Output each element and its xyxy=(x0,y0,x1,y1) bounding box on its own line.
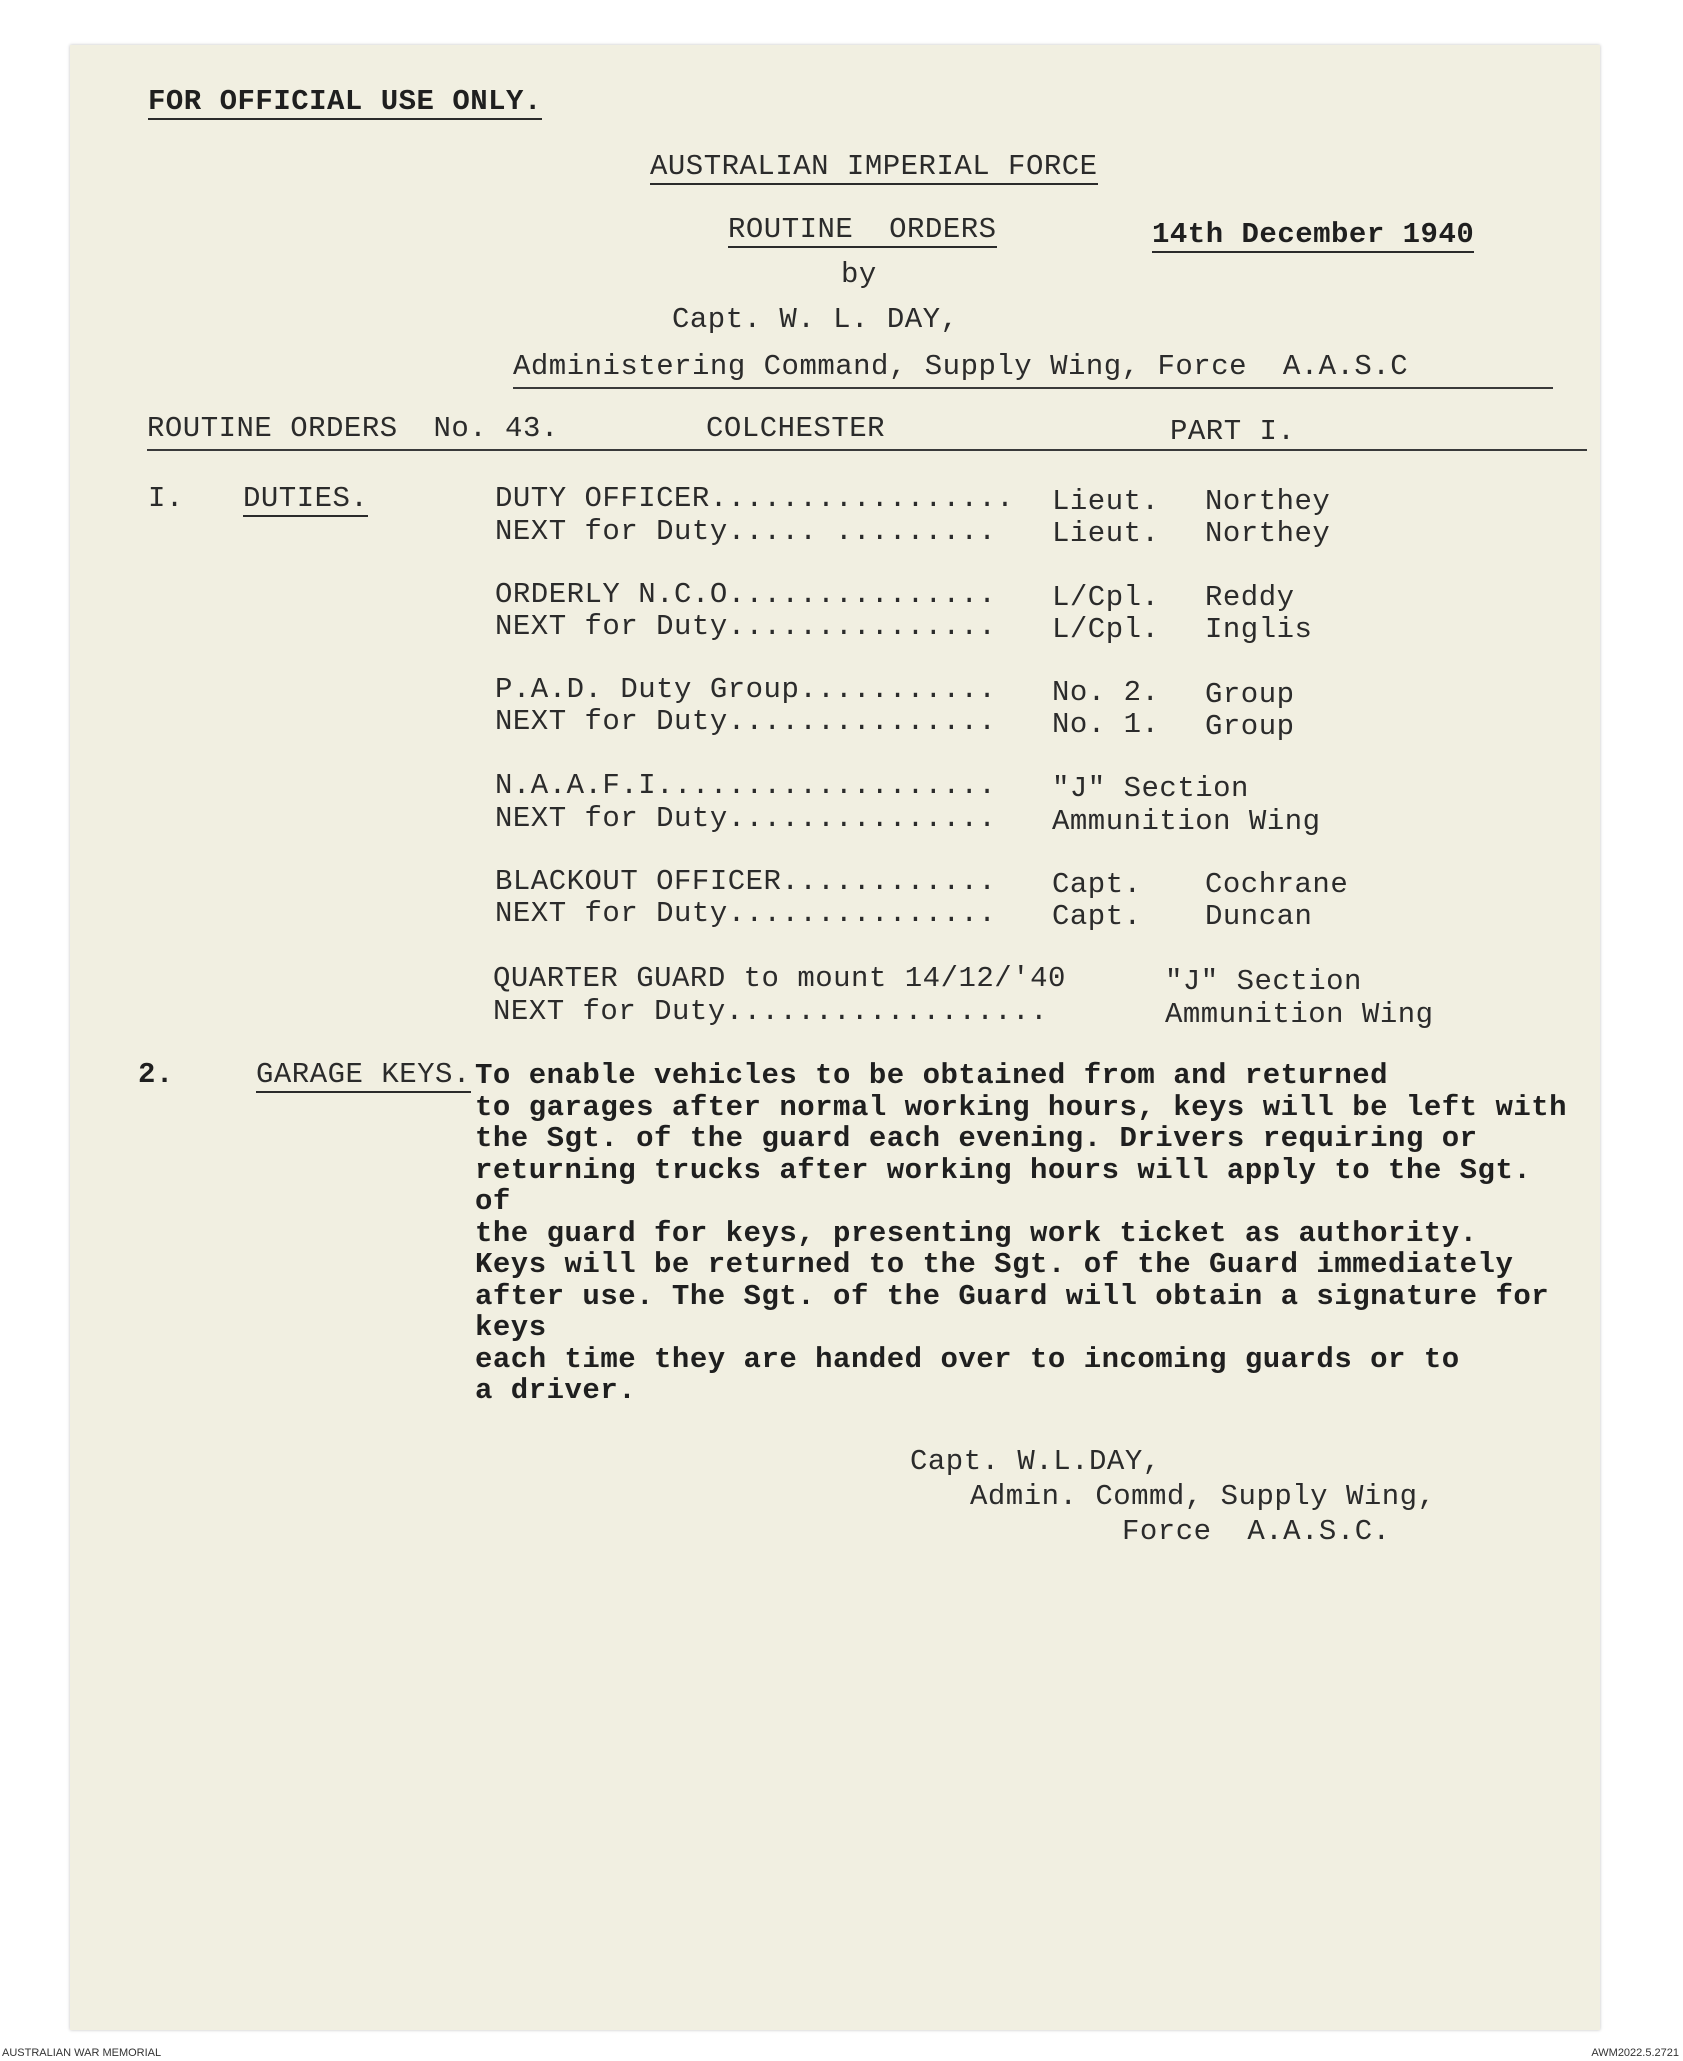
duty-name: Group xyxy=(1205,678,1295,711)
duty-name: Reddy xyxy=(1205,581,1295,614)
duty-name: Northey xyxy=(1205,517,1331,550)
duty-rank: L/Cpl. xyxy=(1052,581,1160,614)
section-2-title: GARAGE KEYS. xyxy=(256,1058,471,1091)
issuer-name: Capt. W. L. DAY, xyxy=(672,303,959,336)
duty-label: NEXT for Duty............... xyxy=(495,802,997,835)
duty-label: N.A.A.F.I................... xyxy=(495,769,997,802)
routine-orders-title: ROUTINE ORDERS xyxy=(728,213,997,246)
footer-credit: AUSTRALIAN WAR MEMORIAL xyxy=(2,2047,162,2059)
duty-name: Northey xyxy=(1205,485,1331,518)
duty-rank: Ammunition Wing xyxy=(1052,805,1321,838)
section-2-number: 2. xyxy=(138,1058,174,1091)
command-underline xyxy=(513,387,1553,389)
duty-name: Inglis xyxy=(1205,613,1313,646)
duty-name: Ammunition Wing xyxy=(1165,998,1434,1031)
signature-force: Force A.A.S.C. xyxy=(1122,1515,1391,1548)
duty-label: NEXT for Duty..... ......... xyxy=(495,515,997,548)
duty-name: Group xyxy=(1205,710,1295,743)
by-text: by xyxy=(841,258,877,291)
location: COLCHESTER xyxy=(706,412,886,445)
routine-orders-number: ROUTINE ORDERS No. 43. xyxy=(147,412,559,445)
force-title: AUSTRALIAN IMPERIAL FORCE xyxy=(650,150,1098,183)
duty-rank: "J" Section xyxy=(1052,772,1249,805)
duty-rank: Lieut. xyxy=(1052,485,1160,518)
duty-label: NEXT for Duty............... xyxy=(495,610,997,643)
duty-rank: Lieut. xyxy=(1052,517,1160,550)
duty-label: NEXT for Duty............... xyxy=(495,705,997,738)
document-date: 14th December 1940 xyxy=(1152,218,1475,251)
duty-rank: Capt. xyxy=(1052,868,1142,901)
official-use-heading: FOR OFFICIAL USE ONLY. xyxy=(148,85,542,118)
section-1-title: DUTIES. xyxy=(243,482,369,515)
duty-label: NEXT for Duty............... xyxy=(495,897,997,930)
duty-name: "J" Section xyxy=(1165,965,1362,998)
duty-name: Duncan xyxy=(1205,900,1313,933)
duty-label: QUARTER GUARD to mount 14/12/'40 xyxy=(493,962,1066,995)
signature-name: Capt. W.L.DAY, xyxy=(910,1445,1161,1478)
duty-name: Cochrane xyxy=(1205,868,1349,901)
duty-label: DUTY OFFICER................. xyxy=(495,482,1015,515)
duty-label: P.A.D. Duty Group........... xyxy=(495,673,997,706)
part-label: PART I. xyxy=(1170,415,1296,448)
section-1-number: I. xyxy=(148,482,184,515)
duty-rank: L/Cpl. xyxy=(1052,613,1160,646)
section-2-body: To enable vehicles to be obtained from and returned to garages after normal working hours, keys will be left with the Sgt. of the guard each evening. Drivers requiring or returning trucks after working hours will apply to the Sgt. of the guard for keys, presenting work ticket as authority. Keys will be returned to the Sgt. of the Guard immediately after use. The Sgt. of the Guard will obtain a signature for keys each time they are handed over to incoming guards or to a driver. xyxy=(475,1059,1568,1407)
duty-label: ORDERLY N.C.O............... xyxy=(495,578,997,611)
duty-rank: No. 2. xyxy=(1052,676,1160,709)
duty-rank: Capt. xyxy=(1052,900,1142,933)
footer-accession: AWM2022.5.2721 xyxy=(1591,2047,1679,2059)
signature-command: Admin. Commd, Supply Wing, xyxy=(970,1480,1436,1513)
issuer-command: Administering Command, Supply Wing, Force A.A.S.C xyxy=(513,350,1409,383)
duty-label: BLACKOUT OFFICER............ xyxy=(495,865,997,898)
header-rule xyxy=(147,449,1587,451)
duty-rank: No. 1. xyxy=(1052,708,1160,741)
document-page xyxy=(70,45,1600,2030)
duty-label: NEXT for Duty.................. xyxy=(493,995,1048,1028)
